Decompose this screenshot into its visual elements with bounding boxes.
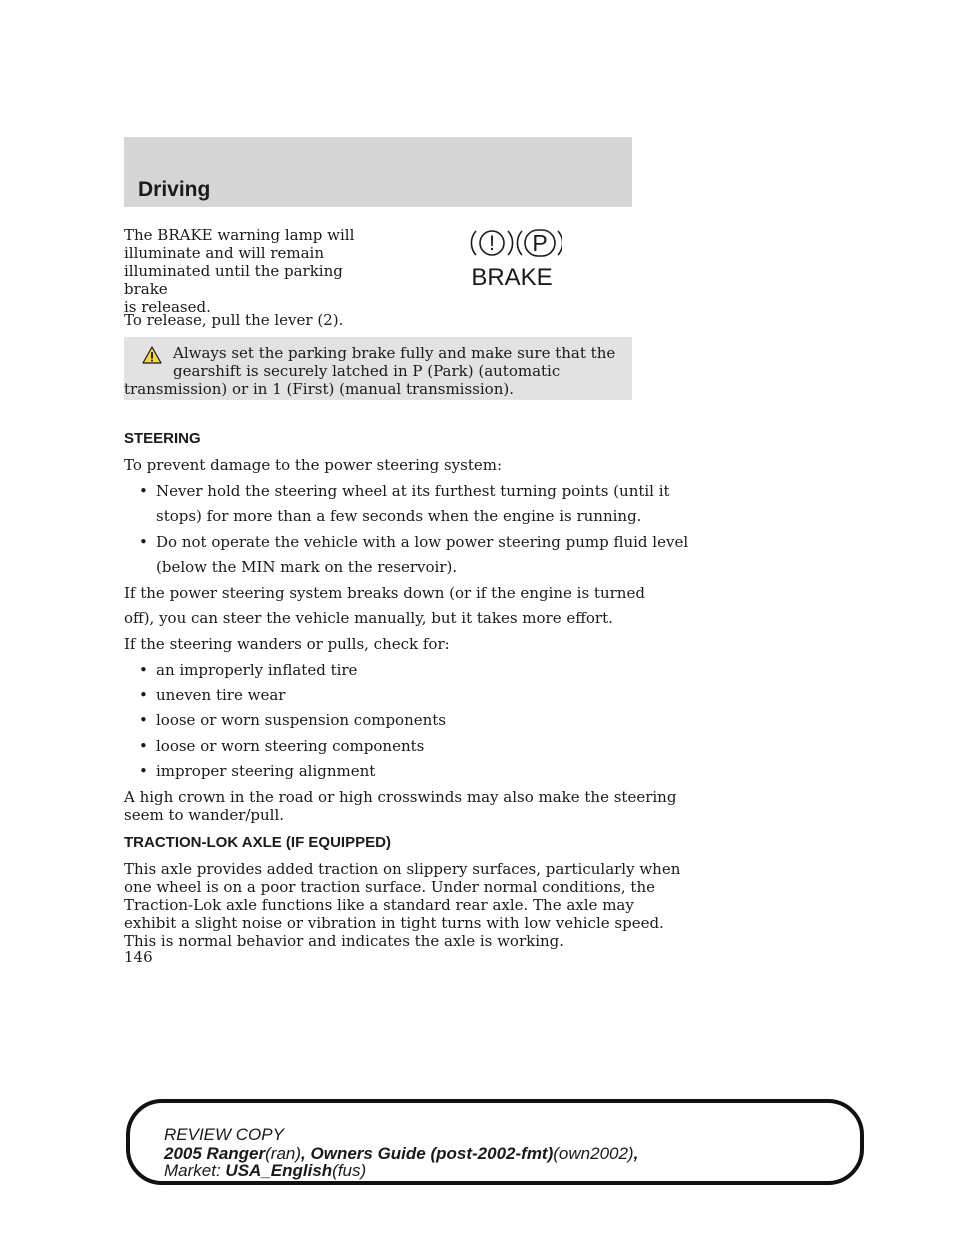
text-line: The BRAKE warning lamp will (124, 226, 355, 244)
check-item: an improperly inflated tire (156, 661, 358, 679)
footer-model-code: (ran) (265, 1144, 302, 1163)
bullet-dot: • (139, 661, 148, 679)
bullet-dot: • (139, 533, 148, 551)
steering-heading: STEERING (124, 430, 201, 447)
brake-lamp-paragraph (124, 226, 384, 316)
breakdown-text: off), you can steer the vehicle manually, but it takes more effort. (124, 609, 613, 627)
footer-sep: , (633, 1144, 639, 1163)
text-line: This axle provides added traction on slippery surfaces, particularly when (124, 860, 681, 878)
text-line: exhibit a slight noise or vibration in tight turns with low vehicle speed. (124, 914, 664, 932)
footer-market-code: (fus) (332, 1161, 367, 1180)
check-item: loose or worn suspension components (156, 711, 447, 729)
bullet-dot: • (139, 686, 148, 704)
check-item: uneven tire wear (156, 686, 286, 704)
page-section-title: Driving (138, 178, 211, 201)
steering-intro: To prevent damage to the power steering system: (124, 456, 503, 474)
text-line: illuminate and will remain (124, 244, 324, 262)
text-line: illuminated until the parking brake (124, 262, 343, 298)
traction-heading: TRACTION-LOK AXLE (IF EQUIPPED) (124, 834, 391, 851)
breakdown-text: If the power steering system breaks down (or if the engine is turned (124, 584, 645, 602)
excl-glyph: ! (489, 232, 495, 255)
bullet-dot: • (139, 711, 148, 729)
text-line: Traction-Lok axle functions like a standard rear axle. The axle may (124, 896, 634, 914)
check-item: improper steering alignment (156, 762, 376, 780)
bullet-text: Do not operate the vehicle with a low power steering pump fluid level (156, 533, 689, 551)
crown-text: seem to wander/pull. (124, 806, 285, 824)
p-glyph: P (532, 230, 548, 256)
bullet-dot: • (139, 482, 148, 500)
footer-market-line (164, 1162, 366, 1180)
bullet-dot: • (139, 762, 148, 780)
footer-market: USA_English (225, 1161, 333, 1180)
footer-guide: Owners Guide (post-2002-fmt) (310, 1144, 554, 1163)
check-item: loose or worn steering components (156, 737, 425, 755)
check-intro: If the steering wanders or pulls, check for: (124, 635, 450, 653)
bullet-dot: • (139, 737, 148, 755)
crown-text: A high crown in the road or high crosswinds may also make the steering (124, 788, 677, 806)
bullet-text: Never hold the steering wheel at its furthest turning points (until it (156, 482, 670, 500)
text-line: This is normal behavior and indicates the axle is working. (124, 932, 565, 950)
brake-label: BRAKE (471, 264, 553, 291)
footer-sep: , (301, 1144, 306, 1163)
warning-text: Always set the parking brake fully and make sure that the (173, 344, 616, 362)
brake-warning-icon (462, 225, 562, 291)
warning-text: transmission) or in 1 (First) (manual transmission). (124, 380, 514, 398)
footer-model: 2005 Ranger (164, 1144, 266, 1163)
footer-market-label: Market: (164, 1161, 221, 1180)
release-paragraph: To release, pull the lever (2). (124, 311, 344, 329)
warning-text: gearshift is securely latched in P (Park) (automatic (173, 362, 561, 380)
footer-review-label: REVIEW COPY (164, 1125, 284, 1144)
bullet-text: stops) for more than a few seconds when the engine is running. (156, 507, 642, 525)
traction-paragraph (124, 860, 680, 950)
page-number: 146 (124, 948, 153, 966)
warning-triangle-icon (142, 346, 162, 364)
footer-guide-code: (own2002) (553, 1144, 634, 1163)
bullet-text: (below the MIN mark on the reservoir). (156, 558, 458, 576)
text-line: one wheel is on a poor traction surface. Under normal conditions, the (124, 878, 655, 896)
text-line: is released. (124, 298, 211, 316)
